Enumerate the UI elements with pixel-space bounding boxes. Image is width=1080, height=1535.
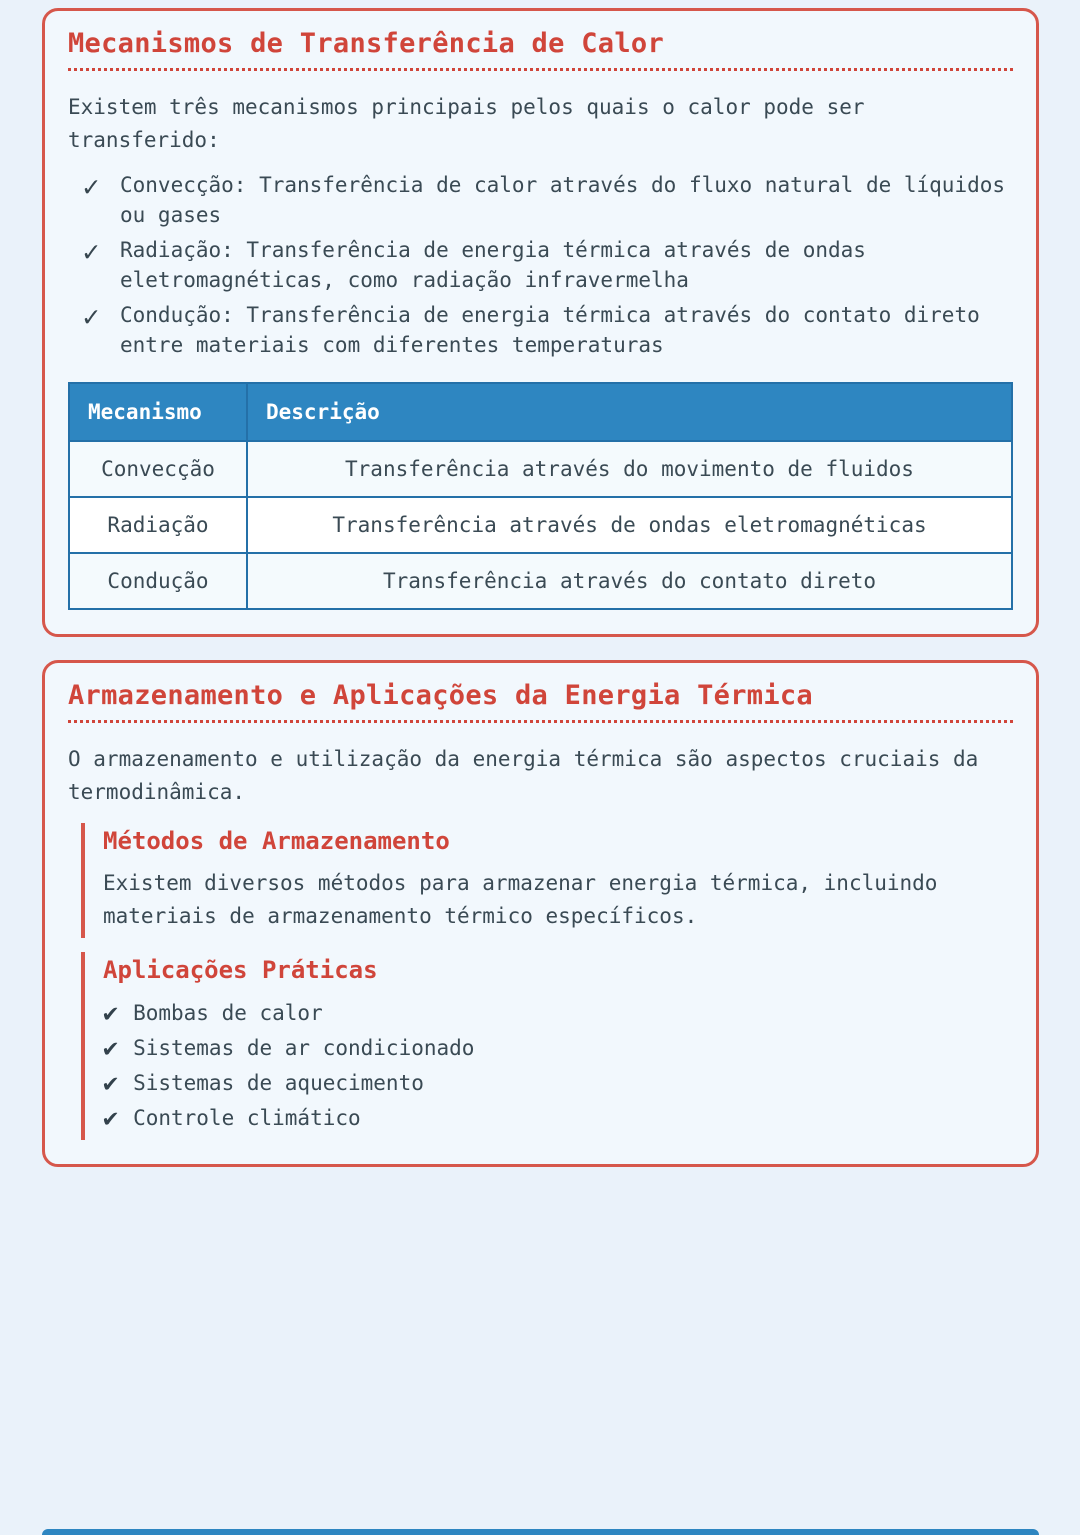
list-item <box>74 235 1013 295</box>
mechanisms-checklist <box>68 170 1013 360</box>
cell-description: Transferência através de ondas eletromagnéticas <box>247 497 1012 553</box>
list-item-text: Convecção: Transferência de calor através do fluxo natural de líquidos ou gases <box>120 173 1006 227</box>
list-item-text: Condução: Transferência de energia térmica através do contato direto entre materiais com diferentes temperaturas <box>120 303 980 357</box>
column-header-description: Descrição <box>247 383 1012 441</box>
table-row <box>69 441 1012 497</box>
check-icon: ✔ <box>103 1103 119 1132</box>
cell-description: Transferência através do movimento de fluidos <box>247 441 1012 497</box>
applications-checklist <box>103 995 1013 1135</box>
check-icon: ✓ <box>82 170 100 203</box>
table-row <box>69 553 1012 609</box>
dotted-divider <box>68 720 1013 723</box>
table-row <box>69 497 1012 553</box>
list-item <box>74 300 1013 360</box>
check-icon: ✔ <box>103 998 119 1027</box>
list-item-text: Controle climático <box>133 1105 361 1130</box>
dotted-divider <box>68 68 1013 71</box>
section-title: Armazenamento e Aplicações da Energia Térmica <box>68 680 813 711</box>
list-item-text: Bombas de calor <box>133 1000 323 1025</box>
list-item <box>103 1065 1013 1100</box>
check-icon: ✔ <box>103 1033 119 1062</box>
subsection-practical-applications <box>81 952 1013 1140</box>
mechanisms-table <box>68 382 1013 610</box>
list-item-text: Sistemas de aquecimento <box>133 1070 424 1095</box>
list-item <box>103 1100 1013 1135</box>
check-icon: ✔ <box>103 1068 119 1097</box>
cell-mechanism: Condução <box>69 553 247 609</box>
list-item <box>74 170 1013 230</box>
subsection-heading: Aplicações Práticas <box>103 956 378 984</box>
section-title: Mecanismos de Transferência de Calor <box>68 28 664 59</box>
next-section-top-edge <box>42 1529 1039 1535</box>
cell-description: Transferência através do contato direto <box>247 553 1012 609</box>
check-icon: ✓ <box>82 235 100 268</box>
list-item-text: Radiação: Transferência de energia térmica através de ondas eletromagnéticas, como radiação infravermelha <box>120 238 866 292</box>
table-header-row <box>69 383 1012 441</box>
page <box>0 8 1080 1535</box>
cell-mechanism: Radiação <box>69 497 247 553</box>
cell-mechanism: Convecção <box>69 441 247 497</box>
check-icon: ✓ <box>82 300 100 333</box>
subsection-storage-methods <box>81 823 1013 938</box>
card-thermal-storage <box>42 660 1039 1167</box>
intro-paragraph: O armazenamento e utilização da energia térmica são aspectos cruciais da termodinâmica. <box>68 747 979 804</box>
list-item-text: Sistemas de ar condicionado <box>133 1035 475 1060</box>
subsection-paragraph: Existem diversos métodos para armazenar energia térmica, incluindo materiais de armazenamento térmico específicos. <box>103 871 938 928</box>
column-header-mechanism: Mecanismo <box>69 383 247 441</box>
subsection-heading: Métodos de Armazenamento <box>103 827 450 855</box>
list-item <box>103 995 1013 1030</box>
list-item <box>103 1030 1013 1065</box>
intro-paragraph: Existem três mecanismos principais pelos quais o calor pode ser transferido: <box>68 95 865 152</box>
card-heat-transfer-mechanisms <box>42 8 1039 637</box>
